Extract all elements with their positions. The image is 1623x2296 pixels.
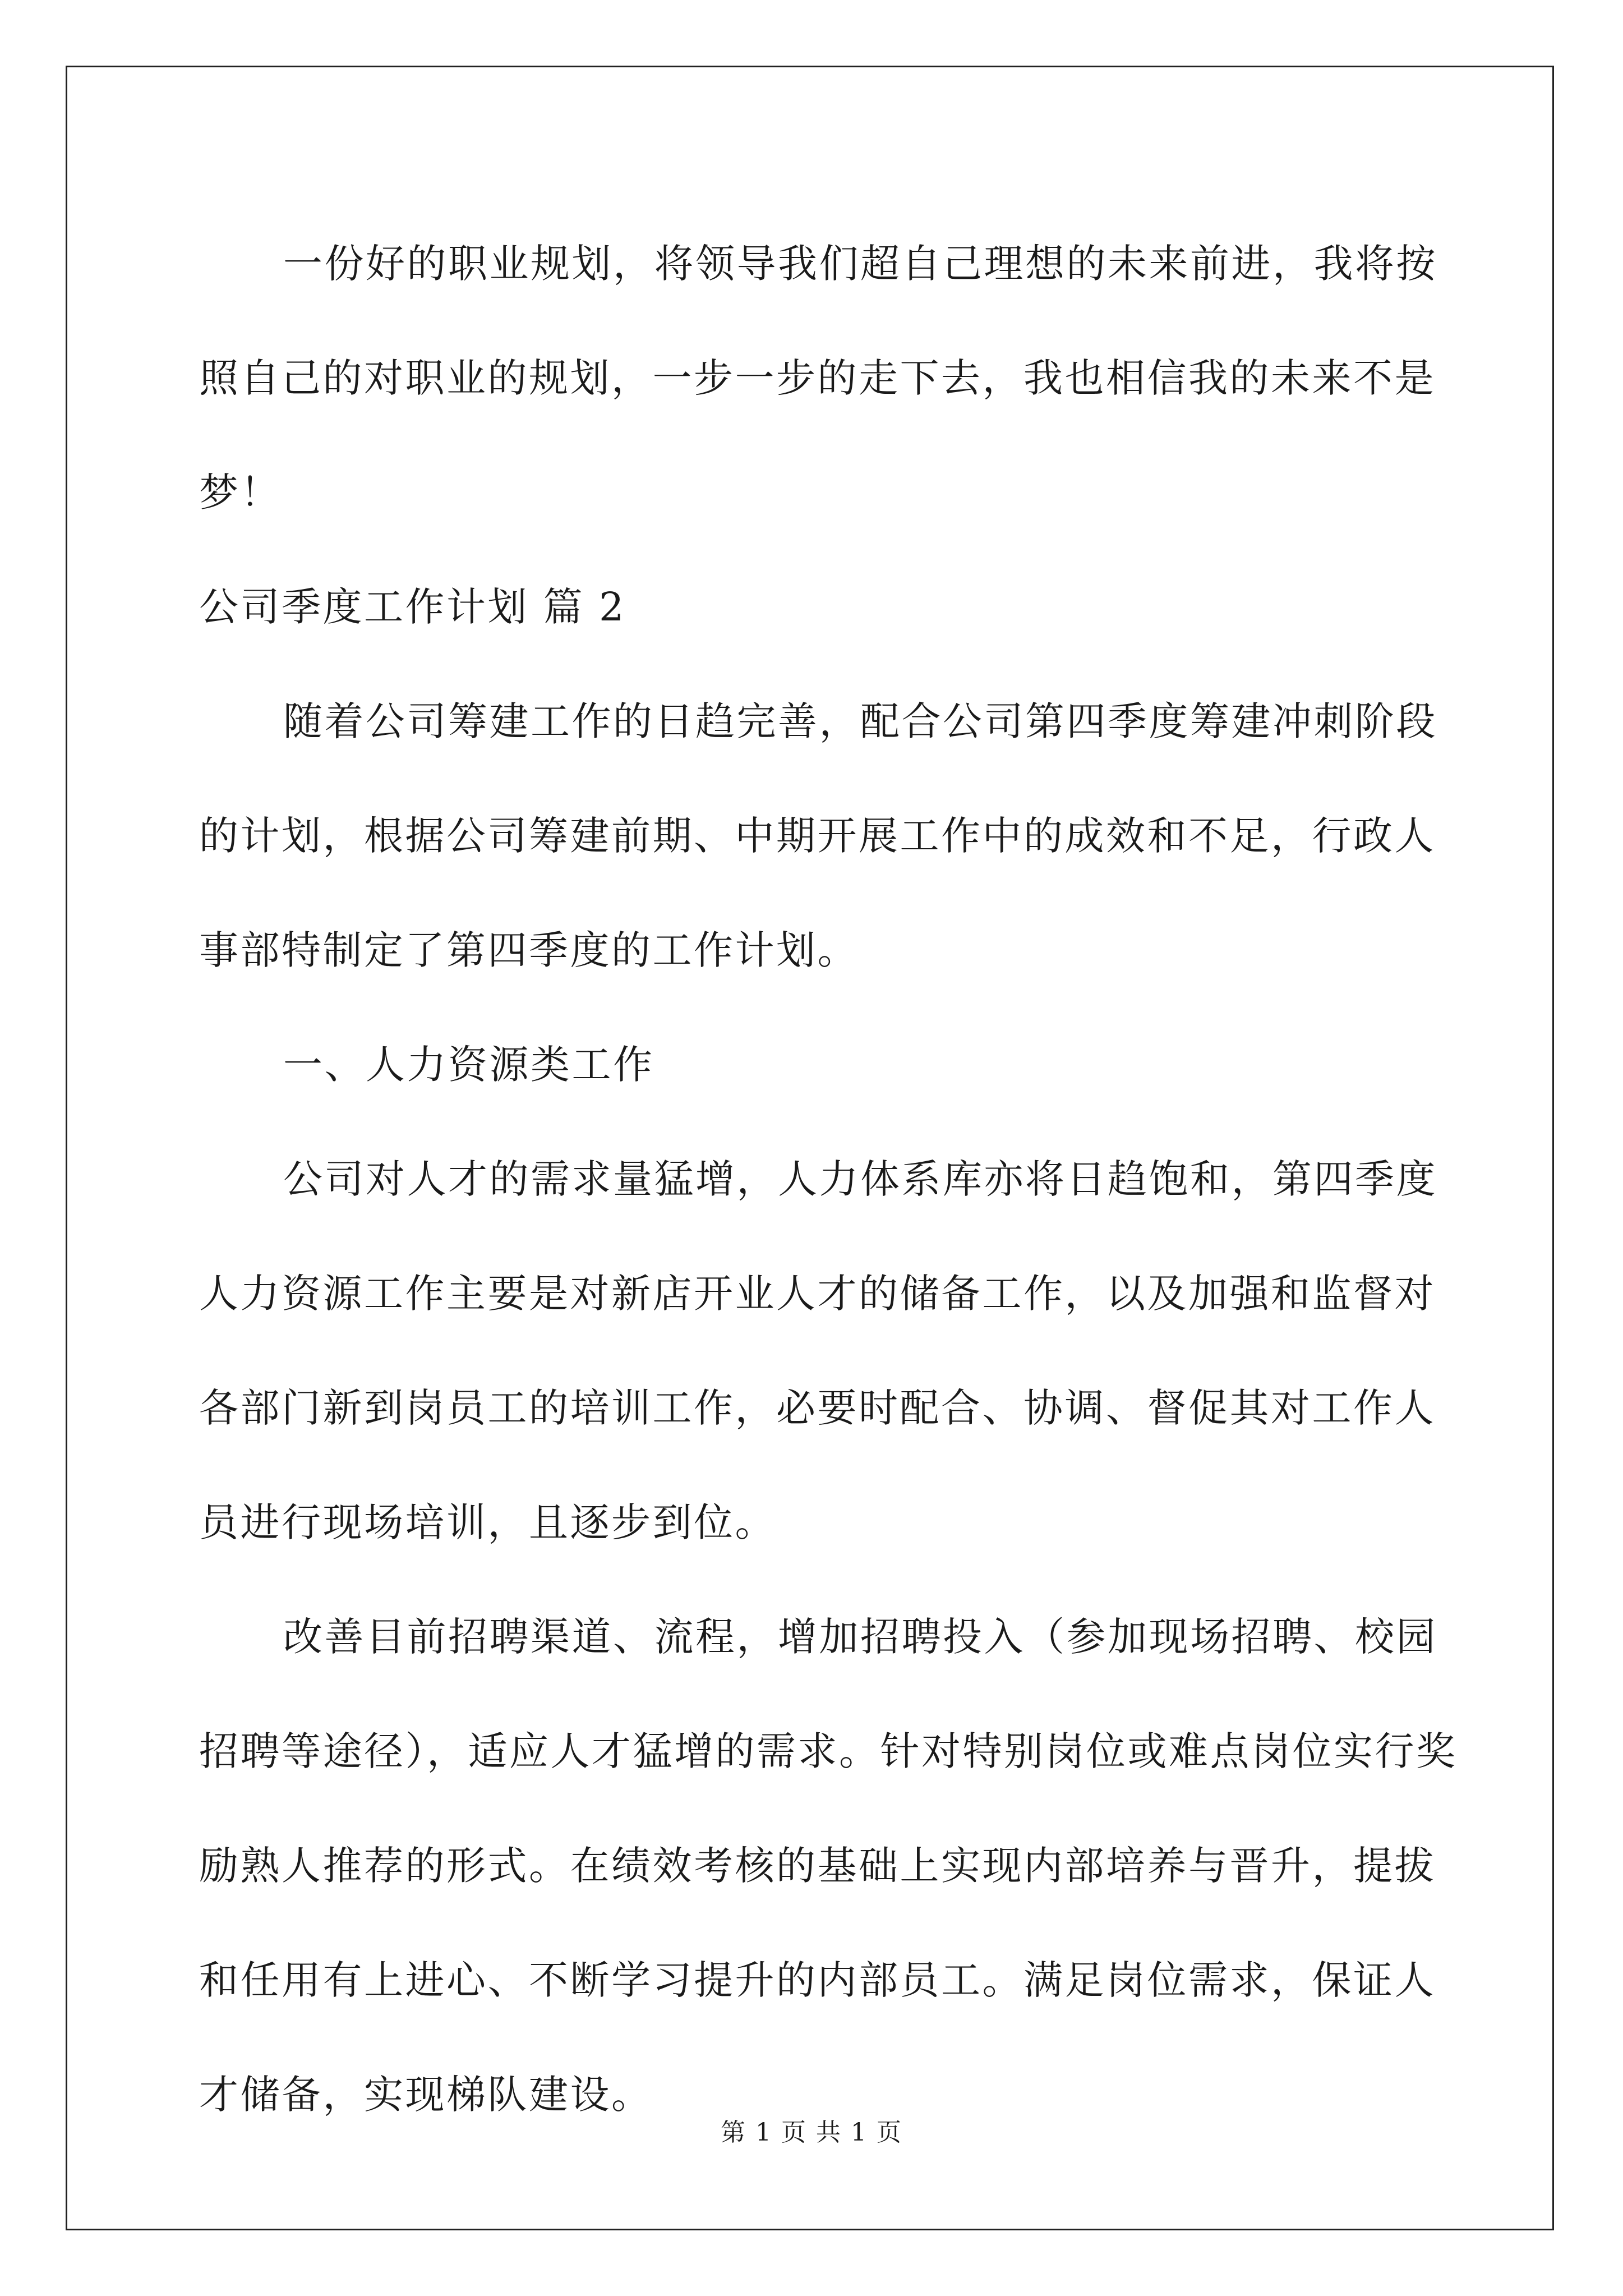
page-number-footer: 第 1 页 共 1 页 — [721, 2118, 902, 2147]
paragraph-line: 才储备，实现梯队建设。 — [199, 2072, 653, 2118]
paragraph-line: 一份好的职业规划，将领导我们超自己理想的未来前进，我将按 — [283, 241, 1437, 287]
paragraph-line: 梦！ — [199, 470, 282, 516]
paragraph-line: 和任用有上进心、不断学习提升的内部员工。满足岗位需求，保证人 — [199, 1957, 1436, 2003]
paragraph-closing — [199, 213, 1437, 556]
paragraph-recruitment — [199, 1586, 1458, 2159]
paragraph-line: 励熟人推荐的形式。在绩效考核的基础上实现内部培养与晋升，提拔 — [199, 1843, 1436, 1889]
document-body — [199, 213, 1458, 2159]
paragraph-line: 员进行现场培训，且逐步到位。 — [199, 1499, 776, 1545]
paragraph-line: 事部特制定了第四季度的工作计划。 — [199, 927, 859, 973]
paragraph-line: 各部门新到岗员工的培训工作，必要时配合、协调、督促其对工作人 — [199, 1385, 1436, 1431]
paragraph-line: 的计划，根据公司筹建前期、中期开展工作中的成效和不足，行政人 — [199, 813, 1436, 859]
section-heading: 公司季度工作计划 篇 2 — [199, 584, 626, 630]
paragraph-line: 随着公司筹建工作的日趋完善，配合公司第四季度筹建冲刺阶段 — [283, 698, 1437, 744]
paragraph-line: 改善目前招聘渠道、流程，增加招聘投入（参加现场招聘、校园 — [283, 1614, 1437, 1660]
subsection-title: 一、人力资源类工作 — [283, 1042, 654, 1088]
paragraph-line: 照自己的对职业的规划，一步一步的走下去，我也相信我的未来不是 — [199, 355, 1436, 401]
paragraph-hr-demand — [199, 1129, 1437, 1586]
paragraph-line: 公司对人才的需求量猛增，人力体系库亦将日趋饱和，第四季度 — [283, 1156, 1437, 1202]
paragraph-line: 招聘等途径），适应人才猛增的需求。针对特别岗位或难点岗位实行奖 — [199, 1728, 1458, 1774]
paragraph-intro — [199, 671, 1437, 1014]
paragraph-line: 人力资源工作主要是对新店开业人才的储备工作，以及加强和监督对 — [199, 1271, 1436, 1317]
